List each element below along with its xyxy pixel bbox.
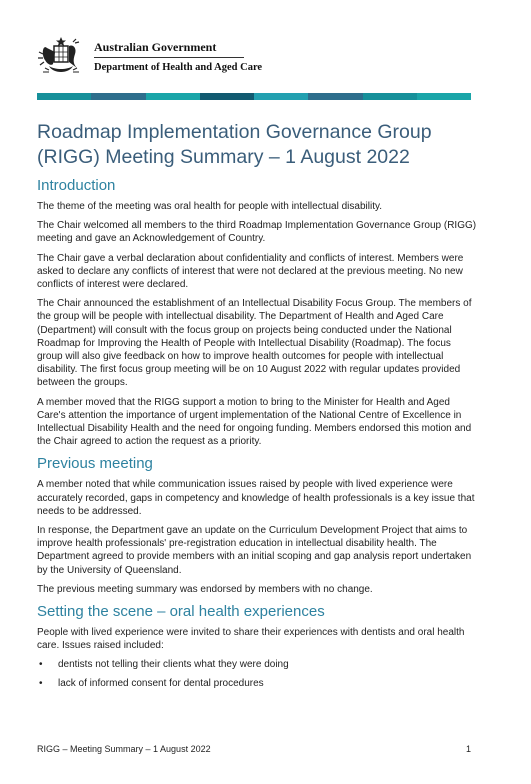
paragraph: People with lived experience were invited to share their experiences with dentists and oral health care. Issues raised included: xyxy=(37,627,465,652)
list-item xyxy=(37,677,477,690)
stripe-segment xyxy=(417,93,471,100)
bullet-icon: • xyxy=(39,677,43,689)
document-body xyxy=(37,120,477,695)
paragraph: A member noted that while communication issues raised by people with lived experience were accurately recorded, gaps in competency and knowledge of health professionals is a key issue that needs to be addressed. xyxy=(37,479,475,517)
stripe-segment xyxy=(363,93,417,100)
coat-of-arms-icon xyxy=(37,34,85,78)
stripe-segment xyxy=(254,93,308,100)
stripe-segment xyxy=(91,93,145,100)
agency-block xyxy=(94,40,274,74)
bullet-icon: • xyxy=(39,659,43,671)
stripe-segment xyxy=(37,93,91,100)
decorative-stripe xyxy=(37,93,471,100)
page-number: 1 xyxy=(465,744,471,754)
list-item xyxy=(37,658,477,671)
paragraph: The previous meeting summary was endorsed by members with no change. xyxy=(37,583,373,595)
footer-label: RIGG – Meeting Summary – 1 August 2022 xyxy=(37,744,211,754)
paragraph: A member moved that the RIGG support a motion to bring to the Minister for Health and Aged Care's attention the importance of urgent implementation of the National Centre of Excellence in Intellectual Disability Health and the need for ongoing funding. Members endorsed this motion and the Chair agreed to action the request as a priority. xyxy=(37,396,472,448)
stripe-segment xyxy=(308,93,362,100)
section-heading-previous-meeting: Previous meeting xyxy=(37,455,153,473)
department-name: Department of Health and Aged Care xyxy=(94,62,263,73)
section-heading-introduction: Introduction xyxy=(37,177,116,194)
list-item-text: dentists not telling their clients what they were doing xyxy=(58,659,289,671)
paragraph: In response, the Department gave an update on the Curriculum Development Project that aims to improve health professionals' pre-registration education in intellectual disability health. The Department agreed to provide members with an initial scoping and gap analysis report undertaken by the University of Queensland. xyxy=(37,525,472,576)
page-footer xyxy=(37,744,471,754)
paragraph: The Chair welcomed all members to the third Roadmap Implementation Governance Group (RIGG) meeting and gave an Acknowledgement of Country. xyxy=(37,220,477,245)
stripe-segment xyxy=(200,93,254,100)
document-title: Roadmap Implementation Governance Group (RIGG) Meeting Summary – 1 August 2022 xyxy=(37,121,432,168)
stripe-segment xyxy=(146,93,200,100)
list-item-text: lack of informed consent for dental procedures xyxy=(58,677,264,689)
paragraph: The Chair gave a verbal declaration about confidentiality and conflicts of interest. Members were asked to declare any conflicts of interest that were not declared at the previous meeting. No new conflicts of interest were declared. xyxy=(37,252,464,291)
section-heading-setting-the-scene: Setting the scene – oral health experiences xyxy=(37,603,325,621)
header-rule xyxy=(94,57,244,58)
government-name: Australian Government xyxy=(94,40,217,54)
paragraph: The Chair announced the establishment of an Intellectual Disability Focus Group. The members of the group will be people with intellectual disability. The Department of Health and Aged Care (Department) will consult with the focus group on projects being conducted under the National Roadmap for Improving the Health of People with Intellectual Disability (Roadmap). The focus group will also give feedback on how to improve health outcomes for people with intellectual disability. The first focus group meeting will be on 10 August 2022 with regular updates provided between the groups. xyxy=(37,298,472,389)
issues-list xyxy=(37,658,477,689)
paragraph: The theme of the meeting was oral health for people with intellectual disability. xyxy=(37,201,383,212)
